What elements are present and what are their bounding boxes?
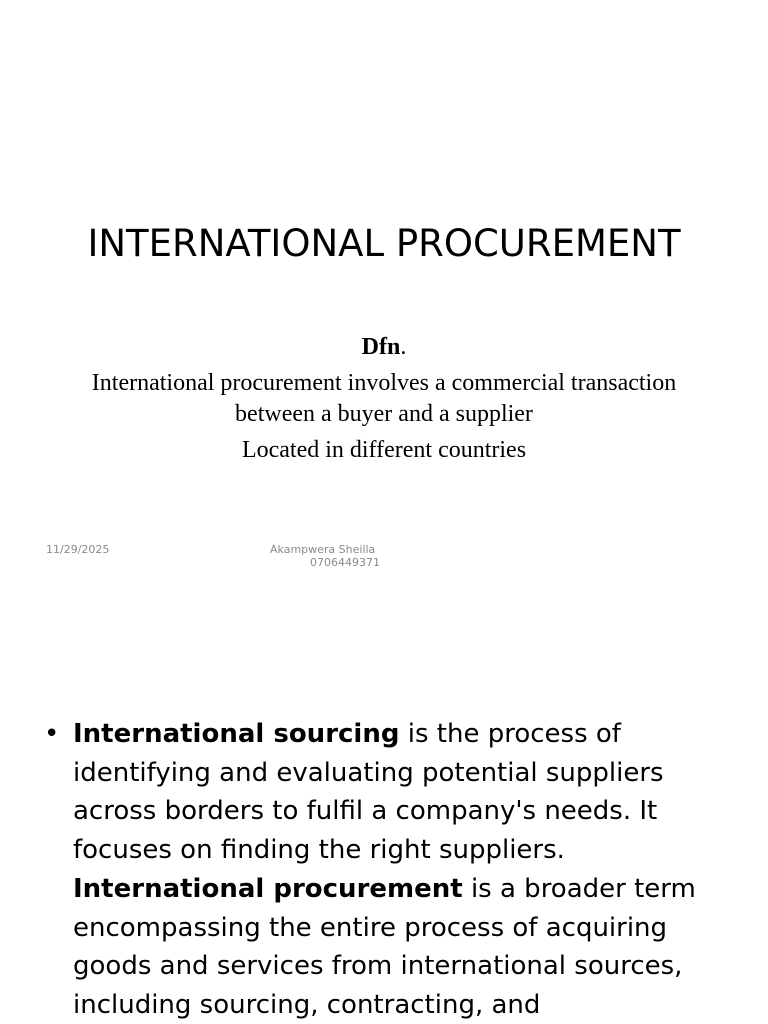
text-sourcing-definition: is the process of identifying and evaluating potential suppliers across borders to fulfil a company's needs. It focuses on finding the right suppliers. — [73, 719, 664, 866]
footer-author-phone: 0706449371 — [310, 556, 380, 569]
term-international-procurement: International procurement — [73, 873, 463, 904]
list-item — [44, 715, 734, 1024]
bullet-icon: • — [44, 719, 60, 749]
definition-text: International procurement involves a commercial transaction between a buyer and a supplier — [91, 370, 677, 427]
definition-label: Dfn — [361, 334, 401, 360]
footer-author-name: Akampwera Sheilla — [270, 543, 376, 556]
footer-date: 11/29/2025 — [46, 543, 110, 556]
definition-block — [84, 332, 684, 466]
footer-author — [270, 543, 380, 569]
text-procurement-definition: is a broader term encompassing the entire process of acquiring goods and services from international sources, including sourcing, contracting, and — [73, 873, 696, 1020]
bullet-list — [44, 715, 734, 1024]
slide-title: INTERNATIONAL PROCUREMENT — [87, 222, 681, 265]
definition-heading — [84, 332, 684, 363]
slide-2 — [0, 576, 768, 1024]
definition-punct: . — [400, 334, 407, 360]
term-international-sourcing: International sourcing — [73, 719, 400, 749]
definition-location: Located in different countries — [241, 437, 527, 463]
